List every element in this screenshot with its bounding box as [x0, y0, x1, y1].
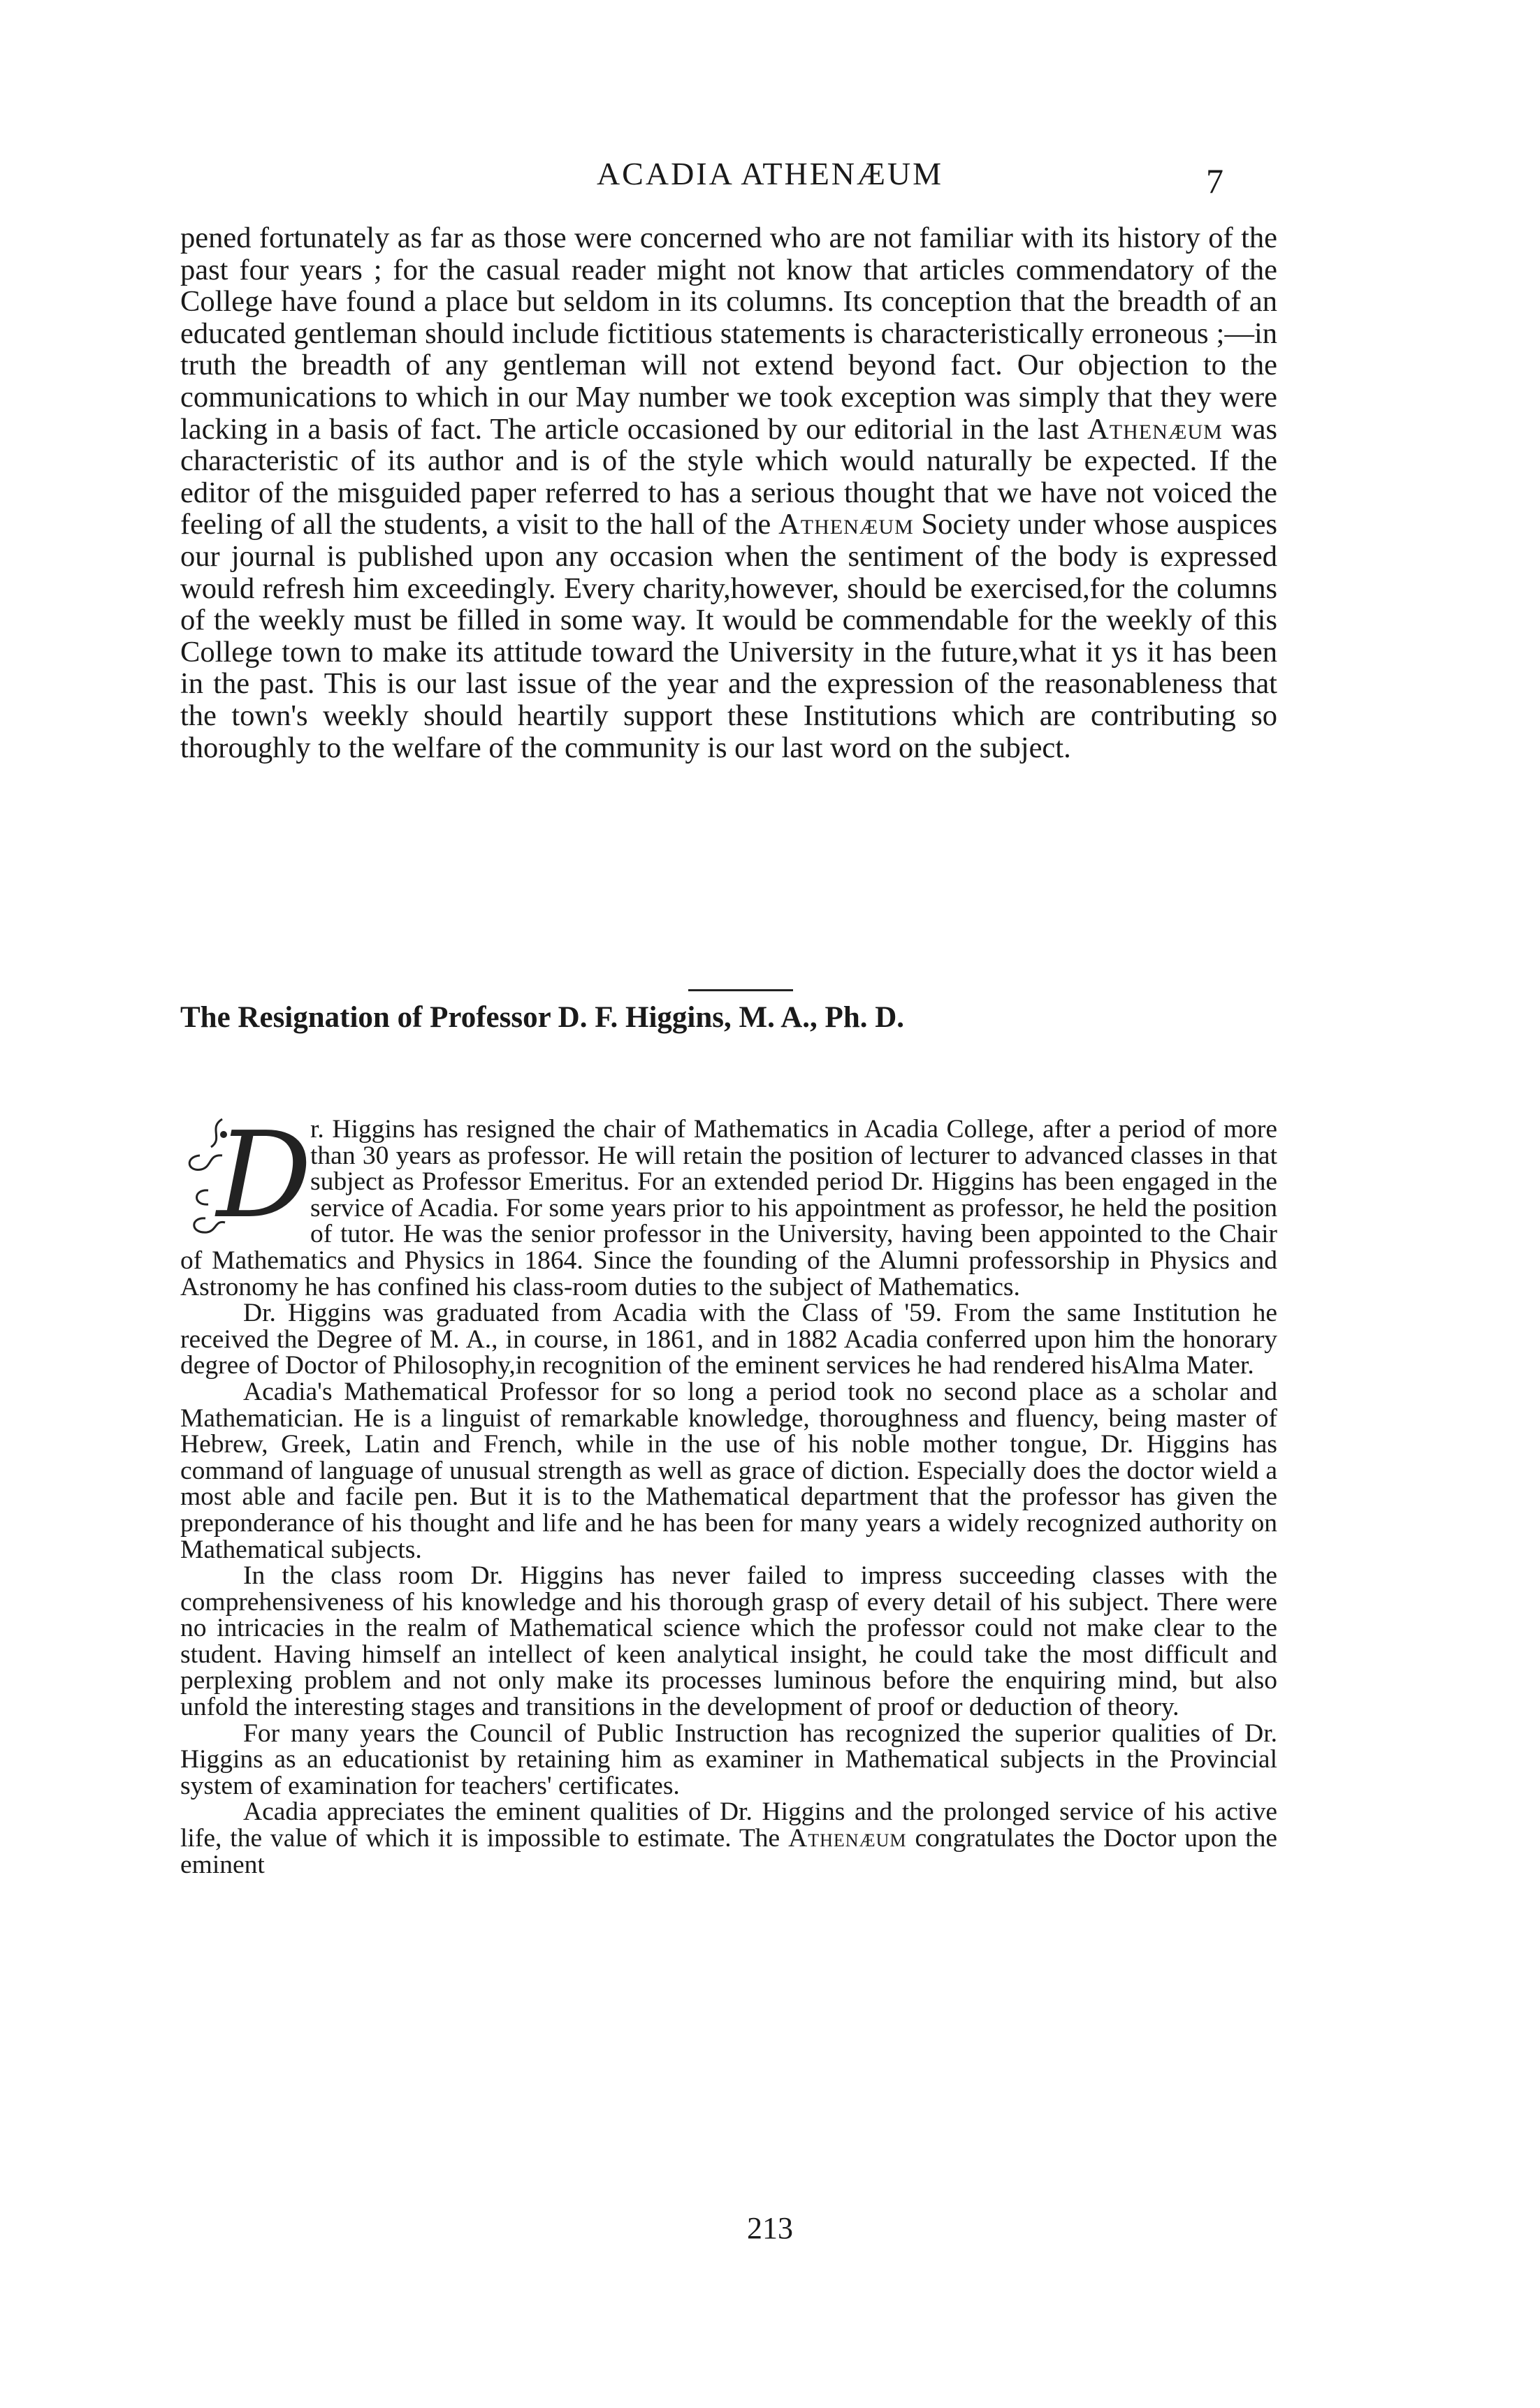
editorial-text — [180, 222, 1277, 764]
ornamental-drop-cap — [180, 1107, 312, 1245]
section-divider — [688, 989, 793, 991]
editorial-paragraph: pened fortunately as far as those were concerned who are not familiar with its history of the past four years ; for the casual reader might not know that articles commendatory of the College have found a place but seldom in its columns. Its conception that the breadth of an educated gentleman should include fictitious statements is characteristically erroneous ;—in truth the breadth of any gentleman will not extend beyond fact. Our objection to the communications to which in our May number we took exception was simply that they were lacking in a basis of fact. The article occasioned by our editorial in the last Athenæum was characteristic of its author and is of the style which would naturally be expected. If the editor of the misguided paper referred to has a serious thought that we have not voiced the feeling of all the students, a visit to the hall of the Athenæum Society under whose auspices our journal is published upon any occasion when the sentiment of the body is expressed would refresh him exceedingly. Every charity,however, should be exercised,for the columns of the weekly must be filled in some way. It would be commendable for the weekly of this College town to make its attitude toward the University in the future,what it ys it has been in the past. This is our last issue of the year and the expression of the reasonableness that the town's weekly should heartily support these Institutions which are contributing so thoroughly to the welfare of the community is our last word on the subject. — [180, 221, 1277, 764]
article-paragraph: For many years the Council of Public Instruction has recognized the superior qualities of Dr. Higgins as an educationist by retaining him as examiner in Mathematical subjects in the Provincial system of examination for teachers' certificates. — [180, 1719, 1277, 1800]
article-paragraph: Acadia's Mathematical Professor for so long a period took no second place as a scholar and Mathematician. He is a linguist of remarkable knowledge, thoroughness and fluency, being master of Hebrew, Greek, Latin and French, while in the use of his noble mother tongue, Dr. Higgins has command of language of unusual strength as well as grace of diction. Especially does the doctor wield a most able and facile pen. But it is to the Mathematical department that the professor has given the preponderance of his thought and life and he has been for many years a widely recognized authority on Mathematical subjects. — [180, 1377, 1277, 1564]
folio-number: 213 — [747, 2211, 793, 2245]
article-paragraph: In the class room Dr. Higgins has never failed to impress succeeding classes with the comprehensiveness of his knowledge and his thorough grasp of every detail of his subject. There were no intricacies in the realm of Mathematical science which the professor could not make clear to the student. Having himself an intellect of keen analytical insight, he could take the most difficult and perplexing problem and not only make its processes luminous before the enquiring mind, but also unfold the interesting stages and transitions in the development of proof or deduction of theory. — [180, 1561, 1277, 1722]
article-body — [180, 1107, 1277, 1879]
article-heading: The Resignation of Professor D. F. Higgins, M. A., Ph. D. — [180, 1001, 905, 1034]
article-paragraph: Acadia appreciates the eminent qualities of Dr. Higgins and the prolonged service of his active life, the value of which it is impossible to estimate. The Athenæum congratulates the Doctor upon the eminent — [180, 1797, 1277, 1879]
drop-cap-letter: D — [217, 1107, 312, 1245]
article-paragraph: Dr. Higgins was graduated from Acadia with the Class of '59. From the same Institution he received the Degree of M. A., in course, in 1861, and in 1882 Acadia conferred upon him the honorary degree of Doctor of Philosophy,in recognition of the eminent services he had rendered hisAlma Mater. — [180, 1299, 1277, 1380]
running-head-title: ACADIA ATHENÆUM — [596, 156, 944, 191]
page-number: 7 — [1206, 161, 1223, 200]
article-paragraph: r. Higgins has resigned the chair of Mathematics in Acadia College, after a period of more than 30 years as professor. He will retain the position of lecturer to advanced classes in that subject as Professor Emeritus. For an extended period Dr. Higgins has been engaged in the service of Acadia. For some years prior to his appointment as professor, he held the position of tutor. He was the senior professor in the University, having been appointed to the Chair of Mathematics and Physics in 1864. Since the founding of the Alumni professorship in Physics and Astronomy he has confined his class-room duties to the subject of Mathematics. — [180, 1115, 1277, 1301]
